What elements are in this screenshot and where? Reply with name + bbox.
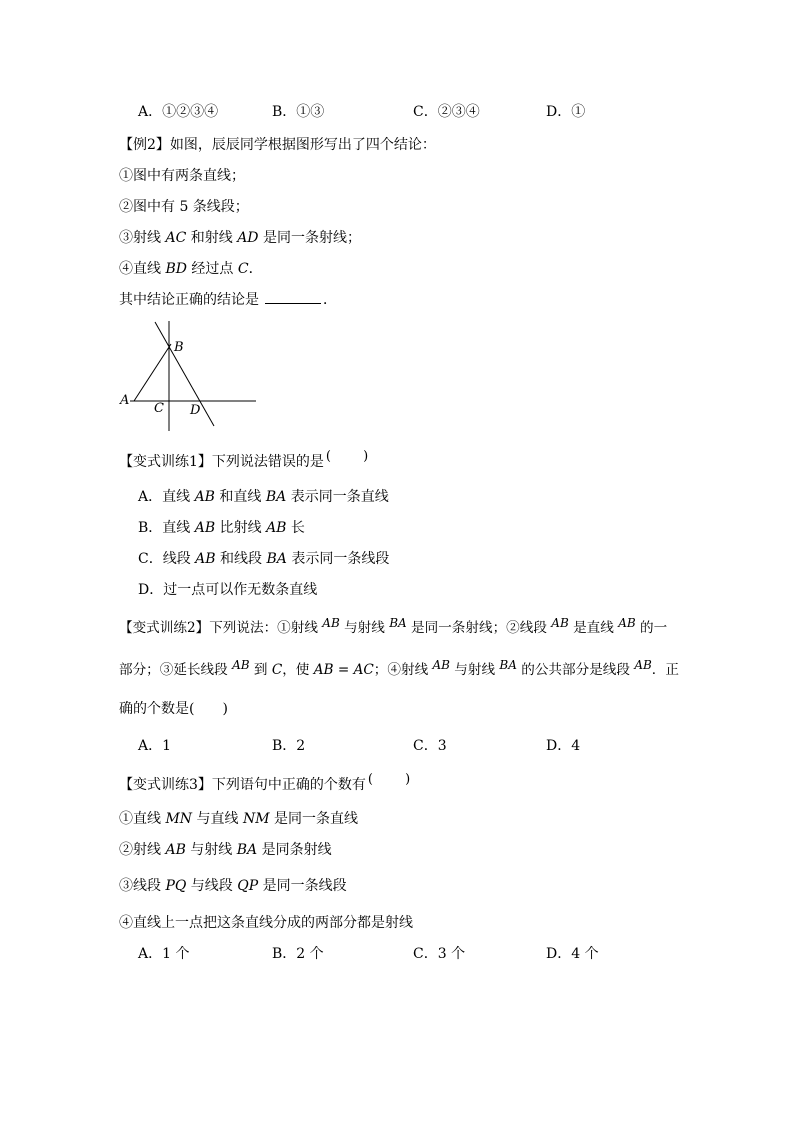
variant3-option-d[interactable]: D．4 个 <box>546 946 599 962</box>
example2-title: 【例2】如图，辰辰同学根据图形写出了四个结论： <box>119 137 436 153</box>
variant1-title: 【变式训练1】下列说法错误的是 ( ) <box>119 449 383 470</box>
variant2-line-3: 确的个数是( ) <box>119 701 228 717</box>
label-b: B <box>174 340 184 355</box>
label-c: C <box>154 401 164 416</box>
option-a[interactable] <box>138 103 218 121</box>
option-b[interactable] <box>272 103 324 121</box>
variant1-option-a[interactable]: A．直线 AB 和直线 BA 表示同一条直线 <box>138 489 389 505</box>
option-c[interactable] <box>413 103 480 121</box>
variant2-option-a[interactable]: A．1 <box>138 738 172 754</box>
option-c-text: C．②③④ <box>413 104 480 120</box>
variant3-statement-3: ③线段 PQ 与线段 QP 是同一条线段 <box>119 878 347 894</box>
geometry-figure <box>116 318 266 436</box>
option-d[interactable] <box>546 103 585 121</box>
variant1-option-d[interactable]: D．过一点可以作无数条直线 <box>138 582 318 598</box>
variant2-line-1: 【变式训练2】下列说法：①射线 AB 与射线 BA 是同一条射线；②线段 AB 是直线 AB 的一 <box>119 616 668 636</box>
variant3-option-c[interactable]: C．3 个 <box>413 946 466 962</box>
option-d-text: D．① <box>546 104 586 120</box>
variant2-option-c[interactable]: C．3 <box>413 738 447 754</box>
variant1-option-c[interactable]: C．线段 AB 和线段 BA 表示同一条线段 <box>138 551 390 567</box>
example2-statement-4: ④直线 BD 经过点 C． <box>119 261 263 277</box>
variant2-option-b[interactable]: B．2 <box>272 738 306 754</box>
example2-question: 其中结论正确的结论是 ． <box>119 292 337 308</box>
variant2-line-2: 部分；③延长线段 AB 到 C，使 AB = AC；④射线 AB 与射线 BA 的公共部分是线段 AB．正 <box>119 658 679 678</box>
example2-statement-2: ②图中有 5 条线段； <box>119 199 249 215</box>
variant3-statement-4: ④直线上一点把这条直线分成的两部分都是射线 <box>119 915 413 931</box>
variant3-option-b[interactable]: B．2 个 <box>272 946 324 962</box>
variant3-statement-1: ①直线 MN 与直线 NM 是同一条直线 <box>119 811 358 827</box>
option-a-text: A．①②③④ <box>138 104 219 120</box>
variant3-title: 【变式训练3】下列语句中正确的个数有 ( ) <box>119 772 425 793</box>
example2-statement-1: ①图中有两条直线； <box>119 168 245 184</box>
variant1-option-b[interactable]: B．直线 AB 比射线 AB 长 <box>138 520 305 536</box>
option-b-text: B．①③ <box>272 104 325 120</box>
variant3-statement-2: ②射线 AB 与射线 BA 是同条射线 <box>119 842 332 858</box>
example2-statement-3: ③射线 AC 和射线 AD 是同一条射线； <box>119 230 361 246</box>
segment-ab <box>134 344 171 401</box>
label-a: A <box>120 393 130 408</box>
answer-blank[interactable] <box>265 291 321 304</box>
variant3-option-a[interactable]: A．1 个 <box>138 946 190 962</box>
label-d: D <box>190 403 201 418</box>
variant2-option-d[interactable]: D．4 <box>546 738 581 754</box>
